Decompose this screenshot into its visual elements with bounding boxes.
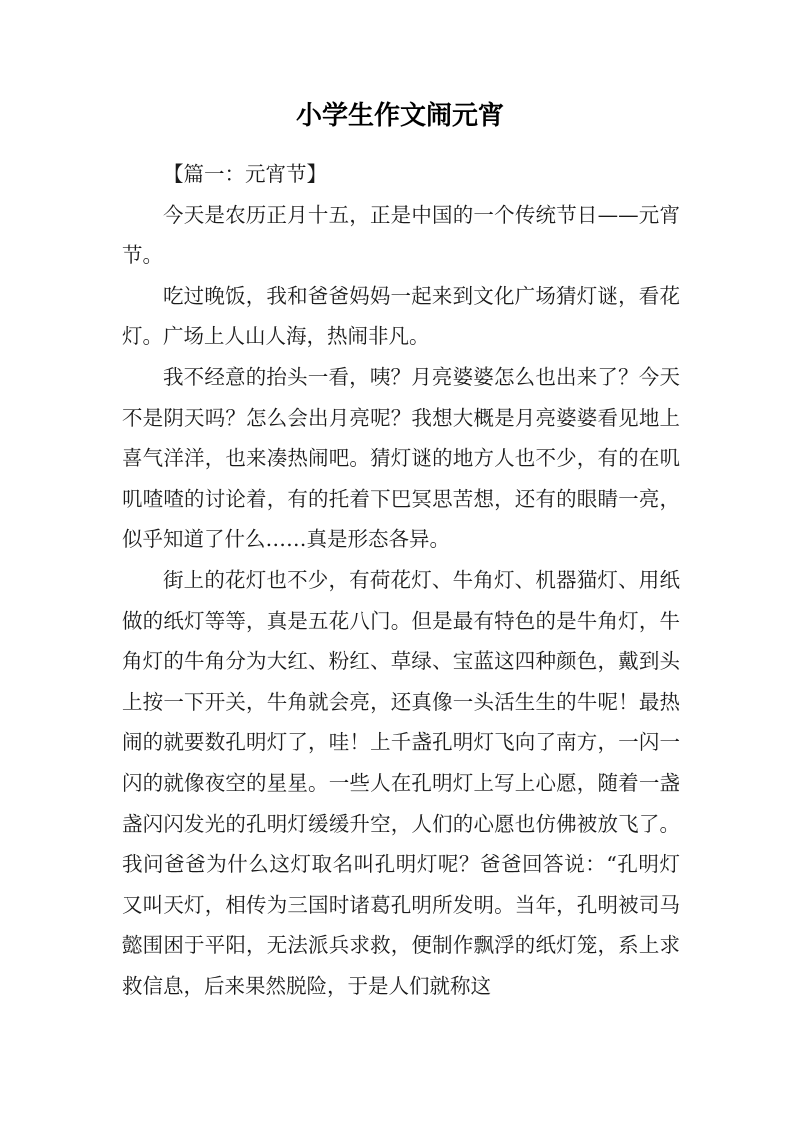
document-title: 小学生作文闹元宵 xyxy=(295,101,504,131)
paragraph-2: 吃过晚饭，我和爸爸妈妈一起来到文化广场猜灯谜，看花灯。广场上人山人海，热闹非凡。 xyxy=(122,283,680,349)
section-heading: 【篇一：元宵节】 xyxy=(163,162,327,186)
paragraph-4: 街上的花灯也不少，有荷花灯、牛角灯、机器猫灯、用纸做的纸灯等等，真是五花八门。但是最有特色的是牛角灯，牛角灯的牛角分为大红、粉红、草绿、宝蓝这四种颜色，戴到头上按一下开关，牛角就会亮，还真像一头活生生的牛呢！最热闹的就要数孔明灯了，哇！上千盏孔明灯飞向了南方，一闪一闪的就像夜空的星星。一些人在孔明灯上写上心愿，随着一盏盏闪闪发光的孔明灯缓缓升空，人们的心愿也仿佛被放飞了。我问爸爸为什么这灯取名叫孔明灯呢？爸爸回答说：“孔明灯又叫天灯，相传为三国时诸葛孔明所发明。当年，孔明被司马懿围困于平阳，无法派兵求救，便制作飘浮的纸灯笼，系上求救信息，后来果然脱险，于是人们就称这 xyxy=(122,567,680,998)
document-body xyxy=(122,154,680,1006)
paragraph-1: 今天是农历正月十五，正是中国的一个传统节日——元宵节。 xyxy=(122,202,680,268)
paragraph-3: 我不经意的抬头一看，咦？月亮婆婆怎么也出来了？今天不是阴天吗？怎么会出月亮呢？我想大概是月亮婆婆看见地上喜气洋洋，也来凑热闹吧。猜灯谜的地方人也不少，有的在叽叽喳喳的讨论着，有的托着下巴冥思苦想，还有的眼睛一亮，似乎知道了什么……真是形态各异。 xyxy=(122,364,680,552)
